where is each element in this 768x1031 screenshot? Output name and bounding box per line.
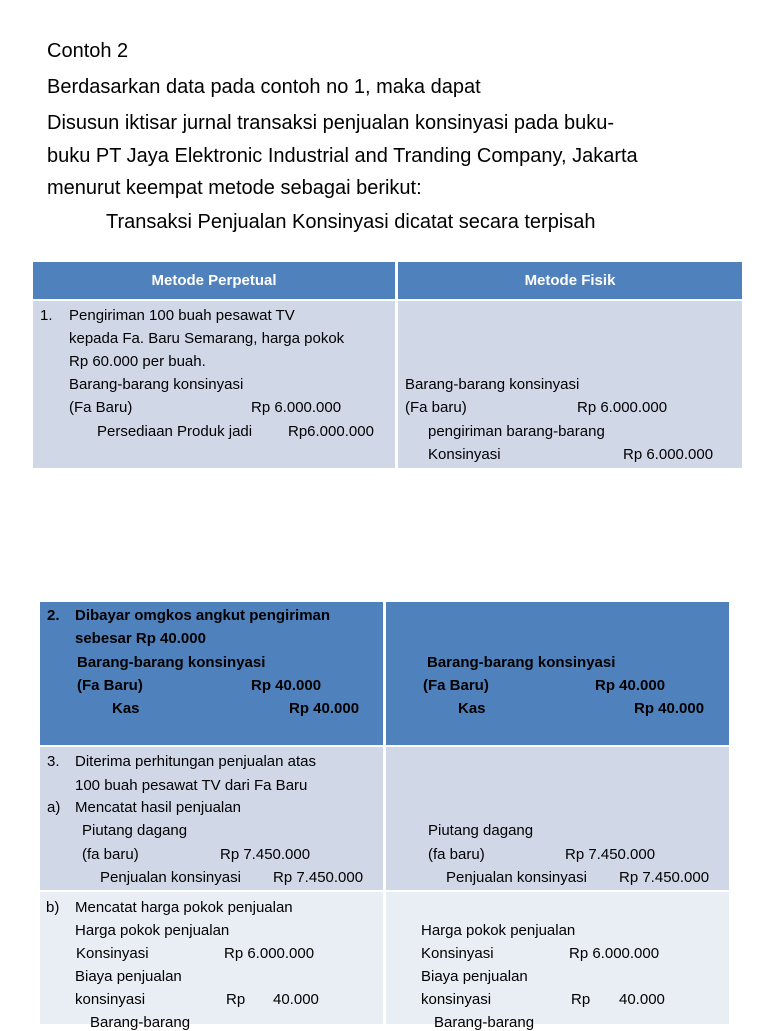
debit-amount: Rp 6.000.000	[569, 945, 660, 962]
credit-account: Barang-barang	[90, 1014, 191, 1031]
sub-label: b)	[46, 899, 60, 916]
credit-amount: Rp6.000.000	[288, 423, 374, 440]
debit-account: (Fa Baru)	[77, 677, 143, 694]
row-number: 3.	[47, 753, 60, 770]
row-desc: Dibayar omgkos angkut pengiriman	[75, 607, 331, 624]
debit-account: Piutang dagang	[428, 822, 534, 839]
credit-amount: Rp 6.000.000	[623, 446, 714, 463]
credit-amount: Rp 7.450.000	[619, 869, 710, 886]
credit-account: Penjualan konsinyasi	[100, 869, 241, 886]
debit-account: Barang-barang konsinyasi	[405, 376, 580, 393]
debit-account: Piutang dagang	[82, 822, 188, 839]
row-desc: sebesar Rp 40.000	[75, 630, 206, 647]
row-desc: Diterima perhitungan penjualan atas	[75, 753, 316, 770]
debit-amount: Rp 40.000	[251, 677, 322, 694]
slide-title: Contoh 2	[47, 40, 129, 62]
debit-account: Barang-barang konsinyasi	[427, 654, 616, 671]
credit-account: Penjualan konsinyasi	[446, 869, 587, 886]
intro-line: buku PT Jaya Elektronic Industrial and Tranding Company, Jakarta	[47, 145, 638, 167]
header-fisik: Metode Fisik	[398, 262, 742, 299]
debit-currency: Rp	[226, 991, 246, 1008]
credit-account: Barang-barang	[434, 1014, 535, 1031]
debit-amount: Rp 40.000	[595, 677, 666, 694]
row-desc: 100 buah pesawat TV dari Fa Baru	[75, 777, 308, 794]
intro-line: Berdasarkan data pada contoh no 1, maka dapat	[47, 76, 481, 98]
credit-account: Persediaan Produk jadi	[97, 423, 253, 440]
debit-account: Barang-barang konsinyasi	[69, 376, 244, 393]
debit-account: Konsinyasi	[421, 945, 494, 962]
debit-amount: Rp 7.450.000	[220, 846, 311, 863]
credit-amount: Rp 40.000	[289, 700, 360, 717]
debit-amount: 40.000	[619, 991, 665, 1008]
row-desc: kepada Fa. Baru Semarang, harga pokok	[69, 330, 345, 347]
row-number: 2.	[47, 607, 60, 624]
debit-amount: Rp 6.000.000	[251, 399, 342, 416]
debit-amount: Rp 6.000.000	[577, 399, 668, 416]
row-number: 1.	[40, 307, 53, 324]
debit-account: konsinyasi	[421, 991, 492, 1008]
debit-amount: 40.000	[273, 991, 319, 1008]
debit-account: Barang-barang konsinyasi	[77, 654, 266, 671]
section-subtitle: Transaksi Penjualan Konsinyasi dicatat secara terpisah	[106, 211, 596, 233]
debit-account: Biaya penjualan	[75, 968, 182, 985]
row-2-fisik-cell	[386, 602, 729, 745]
sub-label: a)	[47, 799, 61, 816]
credit-amount: Rp 7.450.000	[273, 869, 364, 886]
debit-account: (fa baru)	[82, 846, 139, 863]
debit-account: Konsinyasi	[76, 945, 149, 962]
debit-account: (Fa Baru)	[69, 399, 133, 416]
debit-account: (fa baru)	[428, 846, 485, 863]
credit-account: Kas	[458, 700, 486, 717]
row-desc: Rp 60.000 per buah.	[69, 353, 206, 370]
debit-amount: Rp 7.450.000	[565, 846, 656, 863]
intro-line: Disusun iktisar jurnal transaksi penjualan konsinyasi pada buku-	[47, 112, 614, 134]
debit-account: Harga pokok penjualan	[421, 922, 576, 939]
intro-line: menurut keempat metode sebagai berikut:	[47, 177, 422, 199]
credit-account: Kas	[112, 700, 140, 717]
debit-account: konsinyasi	[75, 991, 146, 1008]
debit-currency: Rp	[571, 991, 591, 1008]
credit-account: pengiriman barang-barang	[428, 423, 605, 440]
sub-desc: Mencatat hasil penjualan	[75, 799, 241, 816]
credit-amount: Rp 40.000	[634, 700, 705, 717]
row-desc: Pengiriman 100 buah pesawat TV	[69, 307, 295, 324]
debit-amount: Rp 6.000.000	[224, 945, 315, 962]
debit-account: Harga pokok penjualan	[75, 922, 230, 939]
debit-account: (Fa baru)	[405, 399, 467, 416]
debit-account: (Fa Baru)	[423, 677, 489, 694]
credit-account: Konsinyasi	[428, 446, 501, 463]
sub-desc: Mencatat harga pokok penjualan	[75, 899, 293, 916]
header-perpetual: Metode Perpetual	[33, 262, 395, 299]
debit-account: Biaya penjualan	[421, 968, 528, 985]
